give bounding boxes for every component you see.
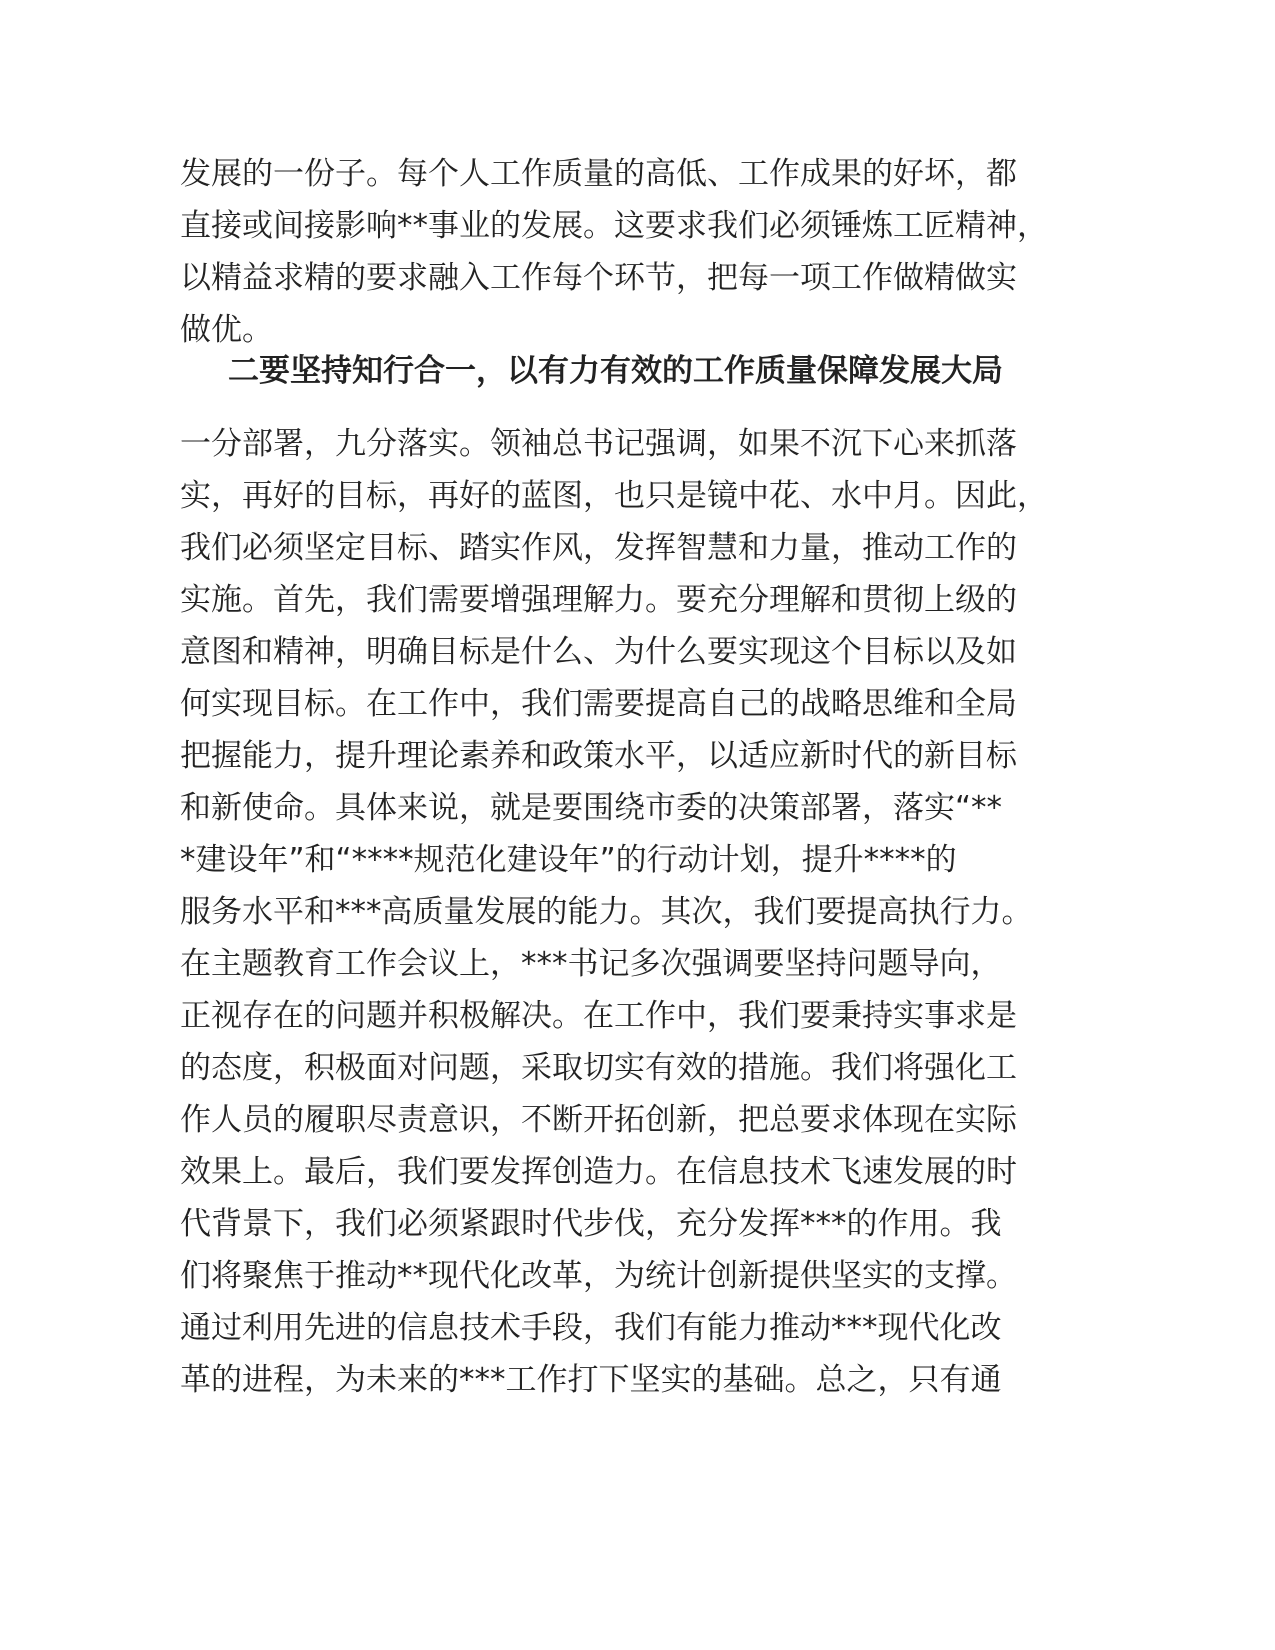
- paragraph-line: 们将聚焦于推动**现代化改革，为统计创新提供坚实的支撑。: [180, 1258, 1017, 1294]
- paragraph-line: 一分部署，九分落实。领袖总书记强调，如果不沉下心来抓落: [180, 426, 1017, 462]
- section-heading: 二要坚持知行合一，以有力有效的工作质量保障发展大局: [228, 353, 1003, 389]
- paragraph-line: 代背景下，我们必须紧跟时代步伐，充分发挥***的作用。我: [180, 1206, 1002, 1242]
- paragraph-line: 效果上。最后，我们要发挥创造力。在信息技术飞速发展的时: [180, 1154, 1017, 1190]
- paragraph-line: 和新使命。具体来说，就是要围绕市委的决策部署，落实“**: [180, 790, 1003, 826]
- paragraph-body: [180, 418, 1080, 1406]
- paragraph-line: 做优。: [180, 312, 273, 348]
- paragraph-line: 直接或间接影响**事业的发展。这要求我们必须锤炼工匠精神，: [180, 208, 1048, 244]
- paragraph-line: 发展的一份子。每个人工作质量的高低、工作成果的好坏，都: [180, 156, 1017, 192]
- paragraph-line: *建设年”和“****规范化建设年”的行动计划，提升****的: [180, 842, 957, 878]
- paragraph-line: 的态度，积极面对问题，采取切实有效的措施。我们将强化工: [180, 1050, 1017, 1086]
- paragraph-line: 以精益求精的要求融入工作每个环节，把每一项工作做精做实: [180, 260, 1017, 296]
- paragraph-line: 正视存在的问题并积极解决。在工作中，我们要秉持实事求是: [180, 998, 1017, 1034]
- paragraph-line: 我们必须坚定目标、踏实作风，发挥智慧和力量，推动工作的: [180, 530, 1017, 566]
- paragraph-line: 意图和精神，明确目标是什么、为什么要实现这个目标以及如: [180, 634, 1017, 670]
- paragraph-line: 实施。首先，我们需要增强理解力。要充分理解和贯彻上级的: [180, 582, 1017, 618]
- paragraph-line: 通过利用先进的信息技术手段，我们有能力推动***现代化改: [180, 1310, 1002, 1346]
- paragraph-line: 何实现目标。在工作中，我们需要提高自己的战略思维和全局: [180, 686, 1017, 722]
- paragraph-continuation: [180, 148, 1080, 356]
- paragraph-line: 作人员的履职尽责意识，不断开拓创新，把总要求体现在实际: [180, 1102, 1017, 1138]
- paragraph-line: 把握能力，提升理论素养和政策水平，以适应新时代的新目标: [180, 738, 1017, 774]
- paragraph-line: 服务水平和***高质量发展的能力。其次，我们要提高执行力。: [180, 894, 1033, 930]
- paragraph-line: 在主题教育工作会议上，***书记多次强调要坚持问题导向，: [180, 946, 1002, 982]
- paragraph-line: 实，再好的目标，再好的蓝图，也只是镜中花、水中月。因此，: [180, 478, 1048, 514]
- paragraph-line: 革的进程，为未来的***工作打下坚实的基础。总之，只有通: [180, 1362, 1002, 1398]
